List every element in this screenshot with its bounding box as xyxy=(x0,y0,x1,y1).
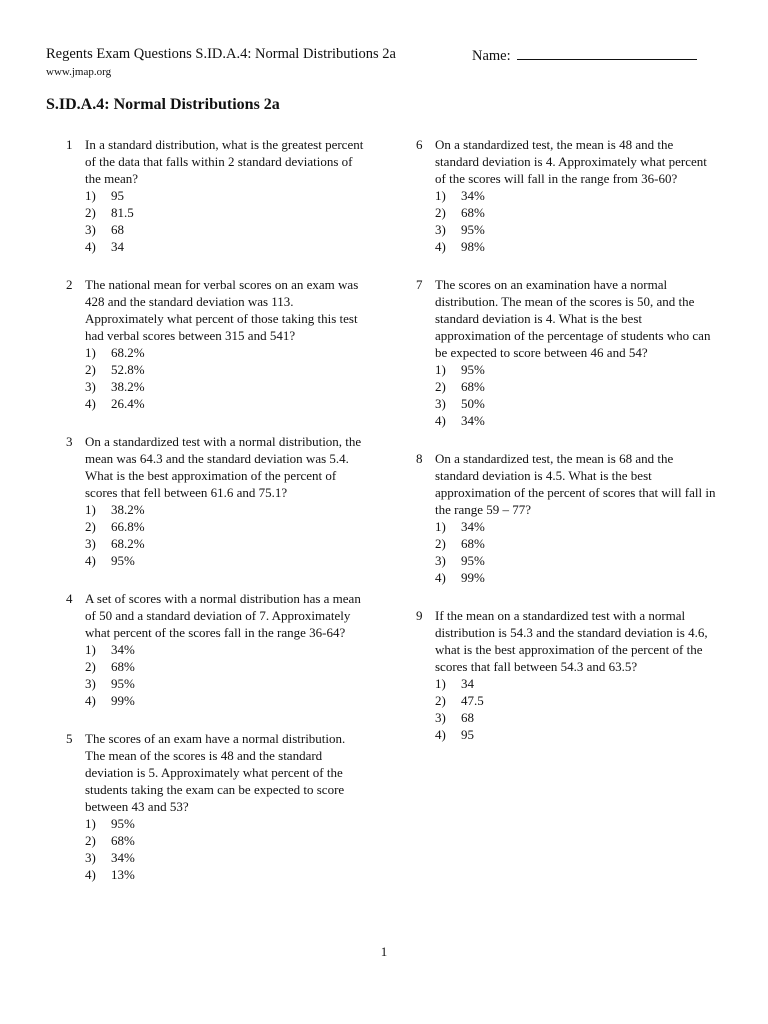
answer-choices xyxy=(85,641,366,709)
choice-number: 1) xyxy=(435,362,446,377)
choice-text: 34 xyxy=(111,239,124,254)
question-text: In a standard distribution, what is the greatest percent of the data that falls within 2 standard deviations of the mean? xyxy=(85,137,364,186)
answer-choice xyxy=(435,675,716,692)
choice-text: 68.2% xyxy=(111,345,145,360)
answer-choices xyxy=(435,675,716,743)
choice-text: 34% xyxy=(111,850,135,865)
answer-choice xyxy=(85,361,366,378)
choice-text: 13% xyxy=(111,867,135,882)
choice-number: 1) xyxy=(85,816,96,831)
question-item xyxy=(66,276,366,412)
choice-text: 95% xyxy=(461,362,485,377)
choice-text: 95% xyxy=(461,553,485,568)
choice-number: 4) xyxy=(85,553,96,568)
answer-choice xyxy=(85,344,366,361)
answer-choice xyxy=(85,866,366,883)
choice-text: 68% xyxy=(461,205,485,220)
question-number: 5 xyxy=(66,731,73,746)
question-number: 2 xyxy=(66,277,73,292)
choice-text: 34% xyxy=(111,642,135,657)
question-text: The national mean for verbal scores on an exam was 428 and the standard deviation was 113. Approximately what percent of those taking this test had verbal scores between 315 and 541? xyxy=(85,277,359,343)
choice-number: 3) xyxy=(85,222,96,237)
answer-choices xyxy=(435,518,716,586)
choice-number: 1) xyxy=(435,676,446,691)
answer-choice xyxy=(85,658,366,675)
choice-text: 26.4% xyxy=(111,396,145,411)
answer-choice xyxy=(435,412,716,429)
question-number: 4 xyxy=(66,591,73,606)
choice-text: 68 xyxy=(111,222,124,237)
answer-choice xyxy=(435,709,716,726)
choice-text: 66.8% xyxy=(111,519,145,534)
choice-number: 3) xyxy=(85,850,96,865)
choice-number: 4) xyxy=(435,239,446,254)
choice-text: 34% xyxy=(461,413,485,428)
answer-choices xyxy=(85,344,366,412)
answer-choice xyxy=(85,238,366,255)
answer-choice xyxy=(85,832,366,849)
answer-choice xyxy=(435,187,716,204)
choice-text: 95% xyxy=(461,222,485,237)
question-text: On a standardized test with a normal distribution, the mean was 64.3 and the standard deviation was 5.4. What is the best approximation of the percent of scores that fell between 61.6 and 75.1? xyxy=(85,434,362,500)
answer-choices xyxy=(85,187,366,255)
answer-choice xyxy=(435,726,716,743)
answer-choices xyxy=(85,501,366,569)
answer-choice xyxy=(435,518,716,535)
question-number: 1 xyxy=(66,137,73,152)
header-site: www.jmap.org xyxy=(46,66,112,78)
name-blank-line xyxy=(517,46,697,60)
question-text: On a standardized test, the mean is 48 and the standard deviation is 4. Approximately what percent of the scores will fall in the range from 36-60? xyxy=(435,137,707,186)
choice-text: 95% xyxy=(111,816,135,831)
answer-choice xyxy=(85,518,366,535)
choice-number: 1) xyxy=(85,502,96,517)
answer-choice xyxy=(85,815,366,832)
choice-number: 1) xyxy=(85,345,96,360)
choice-number: 1) xyxy=(435,519,446,534)
choice-text: 95 xyxy=(111,188,124,203)
question-text: If the mean on a standardized test with a normal distribution is 54.3 and the standard deviation is 4.6, what is the best approximation of the percent of the scores that fall between 54.3 and 63.5? xyxy=(435,608,708,674)
choice-number: 1) xyxy=(435,188,446,203)
answer-choice xyxy=(435,535,716,552)
question-item xyxy=(416,136,716,255)
answer-choice xyxy=(85,675,366,692)
question-text: The scores on an examination have a normal distribution. The mean of the scores is 50, and the standard deviation is 4. What is the best approximation of the percentage of students who can be expected to score between 46 and 54? xyxy=(435,277,711,360)
answer-choices xyxy=(435,187,716,255)
choice-text: 95% xyxy=(111,553,135,568)
choice-number: 2) xyxy=(85,833,96,848)
name-label: Name: xyxy=(472,48,511,64)
choice-number: 2) xyxy=(435,536,446,551)
choice-text: 81.5 xyxy=(111,205,134,220)
section-title: S.ID.A.4: Normal Distributions 2a xyxy=(46,96,280,113)
question-item xyxy=(66,730,366,883)
choice-number: 2) xyxy=(435,693,446,708)
choice-text: 98% xyxy=(461,239,485,254)
choice-number: 1) xyxy=(85,642,96,657)
question-text: On a standardized test, the mean is 68 and the standard deviation is 4.5. What is the best approximation of the percent of scores that will fall in the range 59 – 77? xyxy=(435,451,716,517)
choice-number: 3) xyxy=(435,553,446,568)
answer-choice xyxy=(435,204,716,221)
choice-text: 38.2% xyxy=(111,379,145,394)
choice-text: 68 xyxy=(461,710,474,725)
answer-choice xyxy=(85,501,366,518)
answer-choices xyxy=(85,815,366,883)
choice-number: 3) xyxy=(435,396,446,411)
answer-choice xyxy=(85,221,366,238)
choice-number: 4) xyxy=(85,867,96,882)
answer-choice xyxy=(85,204,366,221)
choice-text: 68% xyxy=(111,833,135,848)
question-text: The scores of an exam have a normal distribution. The mean of the scores is 48 and the standard deviation is 5. Approximately what percent of the students taking the exam can be expected to score between 43 and 53? xyxy=(85,731,346,814)
question-number: 6 xyxy=(416,137,423,152)
choice-text: 52.8% xyxy=(111,362,145,377)
answer-choice xyxy=(435,395,716,412)
choice-number: 4) xyxy=(435,570,446,585)
choice-number: 4) xyxy=(85,239,96,254)
question-item xyxy=(66,433,366,569)
choice-number: 2) xyxy=(85,205,96,220)
page-number: 1 xyxy=(380,944,388,959)
answer-choice xyxy=(435,569,716,586)
question-number: 7 xyxy=(416,277,423,292)
choice-text: 68.2% xyxy=(111,536,145,551)
answer-choice xyxy=(85,641,366,658)
answer-choice xyxy=(85,552,366,569)
choice-number: 4) xyxy=(85,693,96,708)
question-item xyxy=(416,607,716,743)
name-field xyxy=(472,46,697,65)
answer-choice xyxy=(435,238,716,255)
question-number: 9 xyxy=(416,608,423,623)
answer-choice xyxy=(435,221,716,238)
choice-number: 4) xyxy=(435,413,446,428)
choice-text: 95% xyxy=(111,676,135,691)
question-number: 3 xyxy=(66,434,73,449)
choice-number: 4) xyxy=(85,396,96,411)
choice-number: 3) xyxy=(435,222,446,237)
answer-choice xyxy=(435,692,716,709)
questions-column-right xyxy=(416,136,716,764)
question-item xyxy=(416,450,716,586)
choice-text: 68% xyxy=(111,659,135,674)
answer-choice xyxy=(85,849,366,866)
choice-number: 2) xyxy=(85,519,96,534)
question-text: A set of scores with a normal distribution has a mean of 50 and a standard deviation of 7. Approximately what percent of the scores fall in the range 36-64? xyxy=(85,591,361,640)
answer-choice xyxy=(85,378,366,395)
question-item xyxy=(66,136,366,255)
answer-choice xyxy=(435,552,716,569)
question-number: 8 xyxy=(416,451,423,466)
choice-number: 2) xyxy=(435,379,446,394)
header-title: Regents Exam Questions S.ID.A.4: Normal Distributions 2a xyxy=(46,46,396,62)
answer-choice xyxy=(85,395,366,412)
answer-choice xyxy=(85,187,366,204)
answer-choice xyxy=(85,692,366,709)
choice-number: 3) xyxy=(85,536,96,551)
answer-choice xyxy=(85,535,366,552)
choice-number: 2) xyxy=(435,205,446,220)
choice-text: 99% xyxy=(111,693,135,708)
choice-number: 4) xyxy=(435,727,446,742)
choice-text: 34 xyxy=(461,676,474,691)
choice-text: 50% xyxy=(461,396,485,411)
questions-column-left xyxy=(66,136,366,904)
choice-text: 47.5 xyxy=(461,693,484,708)
choice-number: 3) xyxy=(85,676,96,691)
choice-number: 2) xyxy=(85,362,96,377)
choice-text: 34% xyxy=(461,519,485,534)
choice-text: 68% xyxy=(461,379,485,394)
choice-text: 38.2% xyxy=(111,502,145,517)
answer-choice xyxy=(435,378,716,395)
choice-number: 2) xyxy=(85,659,96,674)
choice-number: 1) xyxy=(85,188,96,203)
answer-choice xyxy=(435,361,716,378)
choice-text: 34% xyxy=(461,188,485,203)
choice-text: 99% xyxy=(461,570,485,585)
choice-number: 3) xyxy=(85,379,96,394)
choice-text: 68% xyxy=(461,536,485,551)
question-item xyxy=(416,276,716,429)
choice-text: 95 xyxy=(461,727,474,742)
question-item xyxy=(66,590,366,709)
choice-number: 3) xyxy=(435,710,446,725)
answer-choices xyxy=(435,361,716,429)
